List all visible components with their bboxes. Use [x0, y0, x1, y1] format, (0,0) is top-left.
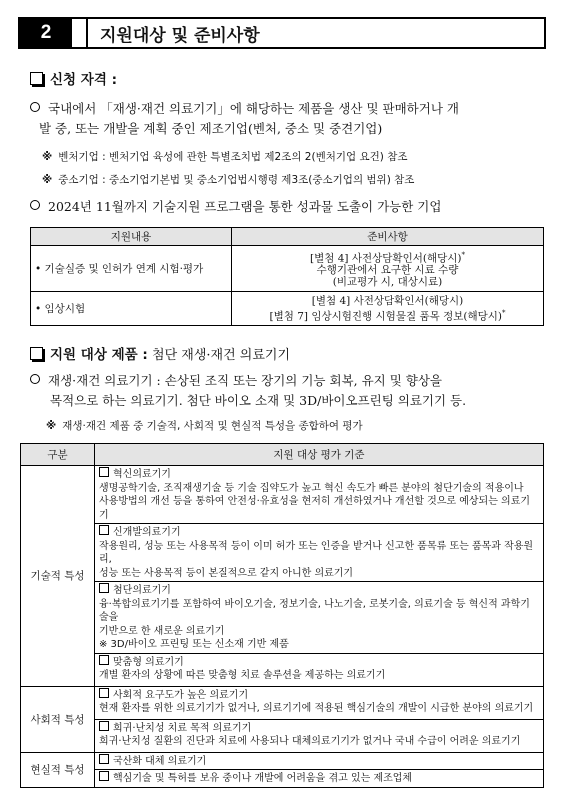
column-header: 구분: [21, 444, 95, 466]
table-row: [21, 466, 544, 524]
note-sme: ※ 중소기업 : 중소기업기본법 및 중소기업법시행령 제3조(중소기업의 범위) 참조: [42, 174, 415, 186]
checkbox-icon: [99, 467, 109, 477]
table-row: [21, 524, 544, 582]
eligibility-item-1: 국내에서 「재생·재건 의료기기」에 해당하는 제품을 생산 및 판매하거나 개 발 중, 또는 개발을 계획 중인 제조기업(벤처, 중소 및 중견기업): [30, 99, 546, 139]
section-title: 지원대상 및 준비사항: [86, 19, 544, 47]
table-header-row: [31, 228, 544, 246]
criterion-item: 혁신의료기기 생명공학기술, 조직재생기술 등 기술 집약도가 높고 혁신 속도가 빠른 분야의 첨단기술의 적용이나 사용방법의 개선 등을 통하여 안전성·유효성을 현저히 개선하였거나 개선할 것으로 예상되는 의료기기: [95, 466, 544, 524]
column-header: 지원 대상 평가 기준: [95, 444, 544, 466]
support-content: • 임상시험: [31, 292, 232, 326]
checkbox-icon: [99, 721, 109, 731]
preparation-items: [별첨 4] 사전상담확인서(해당시) [별첨 7] 임상시험진행 시험물질 품목 정보(해당시)*: [232, 292, 544, 326]
eligibility-heading: 신청 자격 :: [30, 68, 117, 88]
evaluation-criteria-table: [20, 443, 544, 788]
column-header: 준비사항: [232, 228, 544, 246]
table-row: [31, 246, 544, 292]
category-label: 사회적 특성: [21, 686, 95, 752]
table-row: [21, 582, 544, 654]
criterion-item: 신개발의료기기 작용원리, 성능 또는 사용목적 등이 이미 허가 또는 인증을 받거나 신고한 품목류 또는 품목과 작용원리, 성능 또는 사용목적 등이 본질적으로 같지 아니한 의료기기: [95, 524, 544, 582]
checkbox-icon: [99, 525, 109, 535]
criterion-item: 국산화 대체 의료기기: [95, 752, 544, 770]
table-row: [21, 719, 544, 752]
table-row: [21, 653, 544, 686]
criterion-item: 맞춤형 의료기기 개별 환자의 상황에 따른 맞춤형 치료 솔루션을 제공하는 의료기기: [95, 653, 544, 686]
support-content: • 기술실증 및 인허가 연계 시험·평가: [31, 246, 232, 292]
checkbox-square-icon: [30, 347, 43, 360]
criterion-item: 첨단의료기기 융·복합의료기기를 포함하여 바이오기술, 정보기술, 나노기술, 로봇기술, 의료기술 등 혁신적 과학기술을 기반으로 한 새로운 의료기기 ※ 3D/바이오 프린팅 또는 신소재 기반 제품: [95, 582, 544, 654]
table-row: [31, 292, 544, 326]
section-number: 2: [20, 19, 72, 47]
table-row: [21, 752, 544, 770]
checkbox-icon: [99, 771, 109, 781]
checkbox-icon: [99, 583, 109, 593]
checkbox-icon: [99, 754, 109, 764]
checkbox-icon: [99, 688, 109, 698]
target-product-item: 재생·재건 의료기기 : 손상된 조직 또는 장기의 기능 회복, 유지 및 향상을 목적으로 하는 의료기기. 첨단 바이오 소재 및 3D/바이오프린팅 의료기기 등.: [30, 371, 546, 411]
target-product-heading: 지원 대상 제품 : 첨단 재생·재건 의료기기: [30, 343, 290, 363]
section-title-bar: [18, 17, 546, 49]
table-row: [21, 770, 544, 788]
criterion-item: 희귀·난치성 치료 목적 의료기기 희귀·난치성 질환의 진단과 치료에 사용되나 대체의료기기가 없거나 국내 수급이 어려운 의료기기: [95, 719, 544, 752]
criterion-item: 사회적 요구도가 높은 의료기기 현재 환자를 위한 의료기기가 없거나, 의료기기에 적용된 핵심기술의 개발이 시급한 분야의 의료기기: [95, 686, 544, 719]
criterion-item: 핵심기술 및 특허를 보유 중이나 개발에 어려움을 겪고 있는 제조업체: [95, 770, 544, 788]
table-header-row: [21, 444, 544, 466]
circle-bullet-icon: [30, 200, 40, 210]
category-label: 현실적 특성: [21, 752, 95, 787]
eligibility-item-2: 2024년 11월까지 기술지원 프로그램을 통한 성과물 도출이 가능한 기업: [30, 197, 441, 217]
evaluation-note: ※ 재생·재건 제품 중 기술적, 사회적 및 현실적 특성을 종합하여 평가: [46, 420, 363, 432]
circle-bullet-icon: [30, 374, 40, 384]
column-header: 지원내용: [31, 228, 232, 246]
checkbox-icon: [99, 655, 109, 665]
circle-bullet-icon: [30, 102, 40, 112]
preparation-items: [별첨 4] 사전상담확인서(해당시)* 수행기관에서 요구한 시료 수량 (비교평가 시, 대상시료): [232, 246, 544, 292]
note-venture: ※ 벤처기업 : 벤처기업 육성에 관한 특별조치법 제2조의 2(벤처기업 요건) 참조: [42, 151, 408, 163]
checkbox-square-icon: [30, 72, 43, 85]
category-label: 기술적 특성: [21, 466, 95, 687]
table-row: [21, 686, 544, 719]
support-requirements-table: [30, 227, 544, 326]
